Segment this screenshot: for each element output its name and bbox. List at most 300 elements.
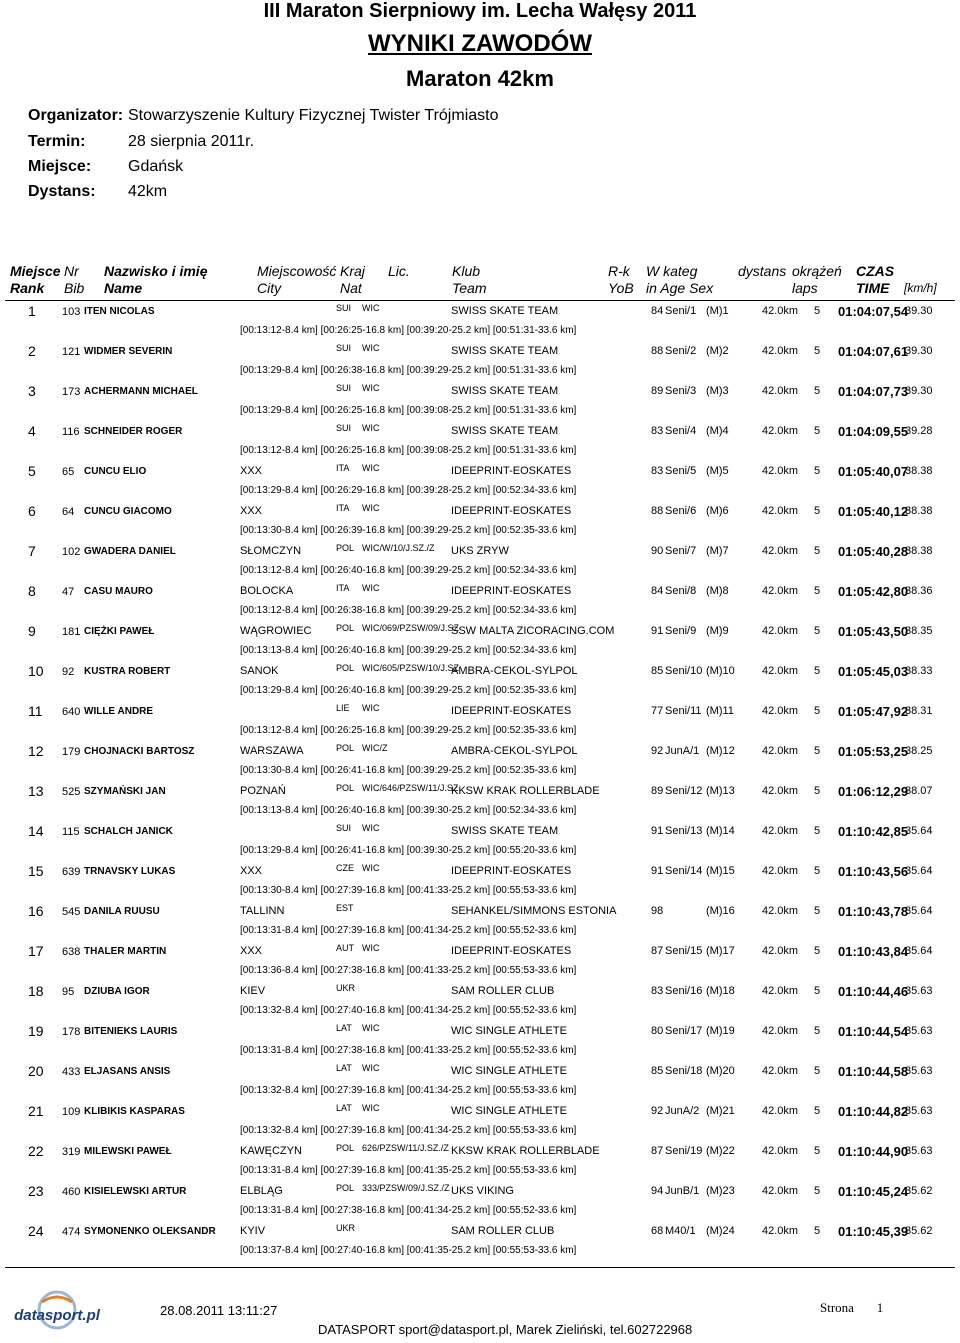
organizer-label: Organizator: (28, 107, 124, 124)
city-cell: XXX (240, 505, 263, 517)
speed-cell: 35.63 (905, 1025, 933, 1037)
team-cell: UKS VIKING (451, 1185, 514, 1197)
laps-cell: 5 (814, 825, 821, 837)
city-cell: KAWĘCZYN (240, 1145, 302, 1157)
category-cell: Seni/14 (665, 865, 703, 877)
team-cell: KKSW KRAK ROLLERBLADE (451, 785, 600, 797)
speed-cell: 38.07 (905, 785, 933, 797)
nat-cell: POL (336, 783, 355, 793)
time-cell: 01:10:43,56 (838, 864, 909, 879)
result-row (0, 1023, 960, 1063)
sex-rank-cell: (M)17 (706, 945, 735, 957)
time-cell: 01:10:44,82 (838, 1104, 909, 1119)
distance-cell: 42.0km (762, 705, 799, 717)
bib-cell: 109 (62, 1106, 81, 1118)
distance-cell: 42.0km (762, 825, 799, 837)
rank-cell: 6 (28, 503, 36, 519)
rank-cell: 19 (28, 1023, 44, 1039)
distance-cell: 42.0km (762, 425, 799, 437)
result-row (0, 743, 960, 783)
speed-cell: 35.64 (905, 905, 933, 917)
rank-cell: 2 (28, 343, 36, 359)
nat-cell: UKR (336, 983, 356, 993)
header-divider (5, 300, 955, 301)
nat-cell: POL (336, 743, 355, 753)
laps-cell: 5 (814, 865, 821, 877)
distance-cell: 42.0km (762, 745, 799, 757)
laps-cell: 5 (814, 1105, 821, 1117)
yob-cell: 68 (651, 1225, 664, 1237)
split-times: [00:13:31-8.4 km] [00:27:38-16.8 km] [00:41:33-25.2 km] [00:55:52-33.6 km] (240, 1045, 577, 1056)
result-row (0, 1223, 960, 1263)
name-cell: GWADERA DANIEL (84, 546, 176, 557)
time-cell: 01:10:45,39 (838, 1224, 909, 1239)
time-cell: 01:06:12,29 (838, 784, 909, 799)
name-cell: SZYMAŃSKI JAN (84, 786, 166, 797)
name-cell: CIĘŻKI PAWEŁ (84, 626, 155, 637)
laps-cell: 5 (814, 745, 821, 757)
result-row (0, 543, 960, 583)
sex-rank-cell: (M)6 (706, 505, 729, 517)
category-cell: Seni/16 (665, 985, 703, 997)
team-cell: IDEEPRINT-EOSKATES (451, 465, 572, 477)
split-times: [00:13:12-8.4 km] [00:26:25-16.8 km] [00:39:29-25.2 km] [00:52:35-33.6 km] (240, 725, 577, 736)
bib-cell: 545 (62, 906, 81, 918)
yob-cell: 85 (651, 1065, 664, 1077)
team-cell: AMBRA-CEKOL-SYLPOL (451, 665, 578, 677)
split-times: [00:13:12-8.4 km] [00:26:25-16.8 km] [00:39:20-25.2 km] [00:51:31-33.6 km] (240, 325, 577, 336)
sex-rank-cell: (M)12 (706, 745, 735, 757)
team-cell: SSW MALTA ZICORACING.COM (451, 625, 615, 637)
split-times: [00:13:12-8.4 km] [00:26:25-16.8 km] [00:39:08-25.2 km] [00:51:31-33.6 km] (240, 445, 577, 456)
split-times: [00:13:32-8.4 km] [00:27:39-16.8 km] [00:41:34-25.2 km] [00:55:53-33.6 km] (240, 1125, 577, 1136)
nat-cell: CZE (336, 863, 354, 873)
bib-cell: 638 (62, 946, 81, 958)
team-cell: SWISS SKATE TEAM (451, 385, 559, 397)
yob-cell: 91 (651, 825, 664, 837)
time-cell: 01:10:44,90 (838, 1144, 909, 1159)
nat-cell: POL (336, 623, 355, 633)
bib-cell: 102 (62, 546, 81, 558)
yob-cell: 83 (651, 425, 664, 437)
speed-cell: 38.38 (905, 465, 933, 477)
speed-cell: 38.38 (905, 505, 933, 517)
laps-cell: 5 (814, 465, 821, 477)
speed-cell: 35.62 (905, 1185, 933, 1197)
laps-cell: 5 (814, 705, 821, 717)
yob-cell: 85 (651, 665, 664, 677)
license-cell: WIC (362, 423, 380, 433)
nat-cell: AUT (336, 943, 354, 953)
distance-cell: 42.0km (762, 585, 799, 597)
rank-cell: 14 (28, 823, 44, 839)
name-cell: MILEWSKI PAWEŁ (84, 1146, 172, 1157)
name-cell: CHOJNACKI BARTOSZ (84, 746, 195, 757)
result-row (0, 623, 960, 663)
yob-cell: 80 (651, 1025, 664, 1037)
rank-cell: 22 (28, 1143, 44, 1159)
speed-cell: 39.30 (905, 345, 933, 357)
split-times: [00:13:32-8.4 km] [00:27:39-16.8 km] [00:41:34-25.2 km] [00:55:53-33.6 km] (240, 1085, 577, 1096)
name-cell: CUNCU GIACOMO (84, 506, 172, 517)
footer-divider (5, 1267, 955, 1268)
license-cell: WIC (362, 1023, 380, 1033)
laps-cell: 5 (814, 305, 821, 317)
distance-value: 42km (128, 183, 168, 200)
rank-cell: 23 (28, 1183, 44, 1199)
name-cell: KISIELEWSKI ARTUR (84, 1186, 187, 1197)
category-cell: Seni/2 (665, 345, 697, 357)
sex-rank-cell: (M)22 (706, 1145, 735, 1157)
name-cell: KLIBIKIS KASPARAS (84, 1106, 185, 1117)
yob-cell: 88 (651, 345, 664, 357)
laps-cell: 5 (814, 1145, 821, 1157)
yob-cell: 89 (651, 785, 664, 797)
distance-cell: 42.0km (762, 345, 799, 357)
yob-cell: 84 (651, 305, 664, 317)
category-cell: Seni/15 (665, 945, 703, 957)
speed-cell: 35.63 (905, 985, 933, 997)
bib-cell: 103 (62, 306, 81, 318)
license-cell: WIC (362, 343, 380, 353)
team-cell: SWISS SKATE TEAM (451, 345, 559, 357)
name-cell: ACHERMANN MICHAEL (84, 386, 198, 397)
city-cell: POZNAŃ (240, 785, 286, 797)
bib-cell: 639 (62, 866, 81, 878)
team-cell: SAM ROLLER CLUB (451, 1225, 555, 1237)
license-cell: WIC (362, 943, 380, 953)
category-cell: Seni/18 (665, 1065, 703, 1077)
header-rank: Miejsce Rank (10, 263, 61, 296)
sex-rank-cell: (M)8 (706, 585, 729, 597)
bib-cell: 474 (62, 1226, 81, 1238)
time-cell: 01:05:40,28 (838, 544, 909, 559)
laps-cell: 5 (814, 985, 821, 997)
bib-cell: 178 (62, 1026, 81, 1038)
yob-cell: 88 (651, 505, 664, 517)
team-cell: AMBRA-CEKOL-SYLPOL (451, 745, 578, 757)
result-row (0, 663, 960, 703)
time-cell: 01:10:44,46 (838, 984, 909, 999)
team-cell: IDEEPRINT-EOSKATES (451, 505, 572, 517)
license-cell: WIC/605/PZSW/10/J.SZ (362, 663, 460, 673)
sex-rank-cell: (M)23 (706, 1185, 735, 1197)
sex-rank-cell: (M)1 (706, 305, 729, 317)
header-nat: Kraj Nat (340, 263, 365, 296)
result-row (0, 423, 960, 463)
name-cell: BITENIEKS LAURIS (84, 1026, 178, 1037)
team-cell: SWISS SKATE TEAM (451, 305, 559, 317)
rank-cell: 1 (28, 303, 36, 319)
sex-rank-cell: (M)21 (706, 1105, 735, 1117)
result-row (0, 863, 960, 903)
rank-cell: 16 (28, 903, 44, 919)
distance-cell: 42.0km (762, 1185, 799, 1197)
name-cell: TRNAVSKY LUKAS (84, 866, 176, 877)
header-city: Miejscowość City (257, 263, 337, 296)
name-cell: SYMONENKO OLEKSANDR (84, 1226, 216, 1237)
time-cell: 01:05:53,25 (838, 744, 909, 759)
datasport-logo (10, 1290, 105, 1335)
split-times: [00:13:31-8.4 km] [00:27:38-16.8 km] [00:41:34-25.2 km] [00:55:52-33.6 km] (240, 1205, 577, 1216)
nat-cell: SUI (336, 343, 352, 353)
results-title: WYNIKI ZAWODÓW (368, 30, 592, 57)
result-row (0, 943, 960, 983)
time-cell: 01:10:42,85 (838, 824, 909, 839)
speed-cell: 35.64 (905, 825, 933, 837)
name-cell: SCHNEIDER ROGER (84, 426, 183, 437)
sex-rank-cell: (M)7 (706, 545, 729, 557)
name-cell: SCHALCH JANICK (84, 826, 173, 837)
result-row (0, 343, 960, 383)
split-times: [00:13:29-8.4 km] [00:26:29-16.8 km] [00:39:28-25.2 km] [00:52:34-33.6 km] (240, 485, 577, 496)
nat-cell: LAT (336, 1063, 352, 1073)
team-cell: WIC SINGLE ATHLETE (451, 1105, 567, 1117)
split-times: [00:13:12-8.4 km] [00:26:40-16.8 km] [00:39:29-25.2 km] [00:52:34-33.6 km] (240, 565, 577, 576)
laps-cell: 5 (814, 625, 821, 637)
category-cell: Seni/6 (665, 505, 697, 517)
city-cell: SANOK (240, 665, 279, 677)
city-cell: KIEV (240, 985, 266, 997)
city-cell: XXX (240, 945, 263, 957)
laps-cell: 5 (814, 1025, 821, 1037)
time-cell: 01:05:40,12 (838, 504, 909, 519)
speed-cell: 35.63 (905, 1145, 933, 1157)
time-cell: 01:04:09,55 (838, 424, 909, 439)
license-cell: WIC/646/PZSW/11/J.SZ (362, 783, 459, 793)
yob-cell: 94 (651, 1185, 664, 1197)
rank-cell: 5 (28, 463, 36, 479)
yob-cell: 77 (651, 705, 664, 717)
name-cell: ITEN NICOLAS (84, 306, 155, 317)
speed-cell: 35.62 (905, 1225, 933, 1237)
sex-rank-cell: (M)13 (706, 785, 735, 797)
sex-rank-cell: (M)4 (706, 425, 729, 437)
bib-cell: 47 (62, 586, 75, 598)
split-times: [00:13:37-8.4 km] [00:27:40-16.8 km] [00:41:35-25.2 km] [00:55:53-33.6 km] (240, 1245, 577, 1256)
split-times: [00:13:29-8.4 km] [00:26:41-16.8 km] [00:39:30-25.2 km] [00:55:20-33.6 km] (240, 845, 577, 856)
distance-cell: 42.0km (762, 1105, 799, 1117)
time-cell: 01:04:07,54 (838, 304, 909, 319)
bib-cell: 460 (62, 1186, 81, 1198)
license-cell: 626/PZSW/11/J.SZ./Z (362, 1143, 449, 1153)
license-cell: WIC/Z (362, 743, 388, 753)
name-cell: CASU MAURO (84, 586, 153, 597)
result-row (0, 1063, 960, 1103)
bib-cell: 65 (62, 466, 75, 478)
bib-cell: 640 (62, 706, 81, 718)
team-cell: UKS ZRYW (451, 545, 509, 557)
license-cell: WIC (362, 823, 380, 833)
time-cell: 01:04:07,61 (838, 344, 909, 359)
name-cell: CUNCU ELIO (84, 466, 147, 477)
date-label: Termin: (28, 133, 86, 150)
sex-rank-cell: (M)3 (706, 385, 729, 397)
city-cell: XXX (240, 865, 263, 877)
sex-rank-cell: (M)18 (706, 985, 735, 997)
distance-cell: 42.0km (762, 1145, 799, 1157)
result-row (0, 983, 960, 1023)
category-cell: Seni/13 (665, 825, 703, 837)
nat-cell: ITA (336, 463, 350, 473)
license-cell: 333/PZSW/09/J.SZ./Z (362, 1183, 450, 1193)
rank-cell: 13 (28, 783, 44, 799)
laps-cell: 5 (814, 665, 821, 677)
sex-rank-cell: (M)20 (706, 1065, 735, 1077)
header-category: W kateg in Age Sex (646, 263, 714, 296)
yob-cell: 87 (651, 1145, 664, 1157)
nat-cell: LAT (336, 1023, 352, 1033)
result-row (0, 463, 960, 503)
laps-cell: 5 (814, 785, 821, 797)
bib-cell: 116 (62, 426, 80, 438)
team-cell: SEHANKEL/SIMMONS ESTONIA (451, 905, 617, 917)
city-cell: ELBLĄG (240, 1185, 283, 1197)
split-times: [00:13:31-8.4 km] [00:27:39-16.8 km] [00:41:35-25.2 km] [00:55:53-33.6 km] (240, 1165, 577, 1176)
yob-cell: 92 (651, 1105, 664, 1117)
yob-cell: 83 (651, 985, 664, 997)
name-cell: THALER MARTIN (84, 946, 167, 957)
license-cell: WIC (362, 1103, 380, 1113)
nat-cell: SUI (336, 303, 352, 313)
result-row (0, 783, 960, 823)
speed-cell: 35.63 (905, 1105, 933, 1117)
svg-text:datasport.pl: datasport.pl (14, 1307, 100, 1324)
nat-cell: POL (336, 1143, 355, 1153)
category-cell: M40/1 (665, 1225, 696, 1237)
city-cell: SŁOMCZYN (240, 545, 302, 557)
rank-cell: 11 (28, 703, 43, 719)
category-cell: JunA/2 (665, 1105, 700, 1117)
category-cell: Seni/8 (665, 585, 697, 597)
speed-cell: 38.33 (905, 665, 933, 677)
nat-cell: SUI (336, 383, 352, 393)
yob-cell: 83 (651, 465, 664, 477)
speed-cell: 38.38 (905, 545, 933, 557)
laps-cell: 5 (814, 905, 821, 917)
header-laps: okrążeń laps (792, 263, 842, 296)
license-cell: WIC/W/10/J.SZ./Z (362, 543, 435, 553)
header-yob: R-k YoB (608, 263, 634, 296)
header-lic: Lic. (388, 263, 410, 279)
nat-cell: POL (336, 1183, 355, 1193)
license-cell: WIC (362, 463, 380, 473)
city-cell: KYIV (240, 1225, 266, 1237)
organizer-value: Stowarzyszenie Kultury Fizycznej Twister Trójmiasto (128, 107, 499, 124)
nat-cell: SUI (336, 823, 352, 833)
header-time: CZAS TIME (856, 263, 895, 296)
result-row (0, 703, 960, 743)
team-cell: SAM ROLLER CLUB (451, 985, 555, 997)
nat-cell: SUI (336, 423, 352, 433)
bib-cell: 115 (62, 826, 80, 838)
laps-cell: 5 (814, 1065, 821, 1077)
distance-cell: 42.0km (762, 1065, 799, 1077)
speed-cell: 39.30 (905, 385, 933, 397)
name-cell: DANILA RUUSU (84, 906, 160, 917)
split-times: [00:13:29-8.4 km] [00:26:38-16.8 km] [00:39:29-25.2 km] [00:51:31-33.6 km] (240, 365, 577, 376)
bib-cell: 319 (62, 1146, 81, 1158)
rank-cell: 17 (28, 943, 44, 959)
split-times: [00:13:13-8.4 km] [00:26:40-16.8 km] [00:39:30-25.2 km] [00:52:34-33.6 km] (240, 805, 577, 816)
distance-cell: 42.0km (762, 905, 799, 917)
distance-label: Dystans: (28, 183, 96, 200)
sex-rank-cell: (M)10 (706, 665, 735, 677)
time-cell: 01:05:43,50 (838, 624, 909, 639)
laps-cell: 5 (814, 1185, 821, 1197)
bib-cell: 121 (62, 346, 81, 358)
city-cell: WĄGROWIEC (240, 625, 312, 637)
rank-cell: 3 (28, 383, 36, 399)
footer-contact: DATASPORT sport@datasport.pl, Marek Zieliński, tel.602722968 (318, 1322, 693, 1337)
name-cell: ELJASANS ANSIS (84, 1066, 171, 1077)
category-cell: Seni/3 (665, 385, 697, 397)
nat-cell: POL (336, 543, 355, 553)
license-cell: WIC/069/PZSW/09/J.SZ (362, 623, 460, 633)
license-cell: WIC (362, 1063, 380, 1073)
place-label: Miejsce: (28, 158, 92, 175)
time-cell: 01:05:40,07 (838, 464, 909, 479)
category-cell: Seni/12 (665, 785, 703, 797)
nat-cell: ITA (336, 503, 350, 513)
laps-cell: 5 (814, 545, 821, 557)
city-cell: WARSZAWA (240, 745, 304, 757)
header-team: Klub Team (452, 263, 487, 296)
result-row (0, 1183, 960, 1223)
bib-cell: 179 (62, 746, 81, 758)
speed-cell: 38.31 (905, 705, 933, 717)
rank-cell: 15 (28, 863, 44, 879)
rank-cell: 4 (28, 423, 36, 439)
rank-cell: 24 (28, 1223, 44, 1239)
name-cell: WIDMER SEVERIN (84, 346, 173, 357)
yob-cell: 87 (651, 945, 664, 957)
nat-cell: LAT (336, 1103, 352, 1113)
yob-cell: 91 (651, 865, 664, 877)
license-cell: WIC (362, 703, 380, 713)
bib-cell: 181 (62, 626, 81, 638)
header-distance: dystans (738, 263, 787, 279)
header-name: Nazwisko i imię Name (104, 263, 208, 296)
team-cell: KKSW KRAK ROLLERBLADE (451, 1145, 600, 1157)
city-cell: BOLOCKA (240, 585, 294, 597)
rank-cell: 7 (28, 543, 36, 559)
speed-cell: 35.64 (905, 865, 933, 877)
split-times: [00:13:29-8.4 km] [00:26:25-16.8 km] [00:39:08-25.2 km] [00:51:31-33.6 km] (240, 405, 577, 416)
nat-cell: LIE (336, 703, 350, 713)
speed-cell: 38.35 (905, 625, 933, 637)
header-bib: Nr Bib (64, 263, 85, 296)
category-cell: JunA/1 (665, 745, 700, 757)
team-cell: WIC SINGLE ATHLETE (451, 1065, 567, 1077)
rank-cell: 12 (28, 743, 44, 759)
yob-cell: 90 (651, 545, 664, 557)
rank-cell: 21 (28, 1103, 44, 1119)
result-row (0, 583, 960, 623)
team-cell: SWISS SKATE TEAM (451, 425, 559, 437)
laps-cell: 5 (814, 385, 821, 397)
sex-rank-cell: (M)5 (706, 465, 729, 477)
result-row (0, 903, 960, 943)
team-cell: IDEEPRINT-EOSKATES (451, 865, 572, 877)
footer-timestamp: 28.08.2011 13:11:27 (160, 1303, 278, 1318)
time-cell: 01:10:43,78 (838, 904, 909, 919)
split-times: [00:13:13-8.4 km] [00:26:40-16.8 km] [00:39:29-25.2 km] [00:52:34-33.6 km] (240, 645, 577, 656)
nat-cell: POL (336, 663, 355, 673)
category-cell: Seni/1 (665, 305, 697, 317)
category-cell: Seni/17 (665, 1025, 703, 1037)
distance-cell: 42.0km (762, 985, 799, 997)
